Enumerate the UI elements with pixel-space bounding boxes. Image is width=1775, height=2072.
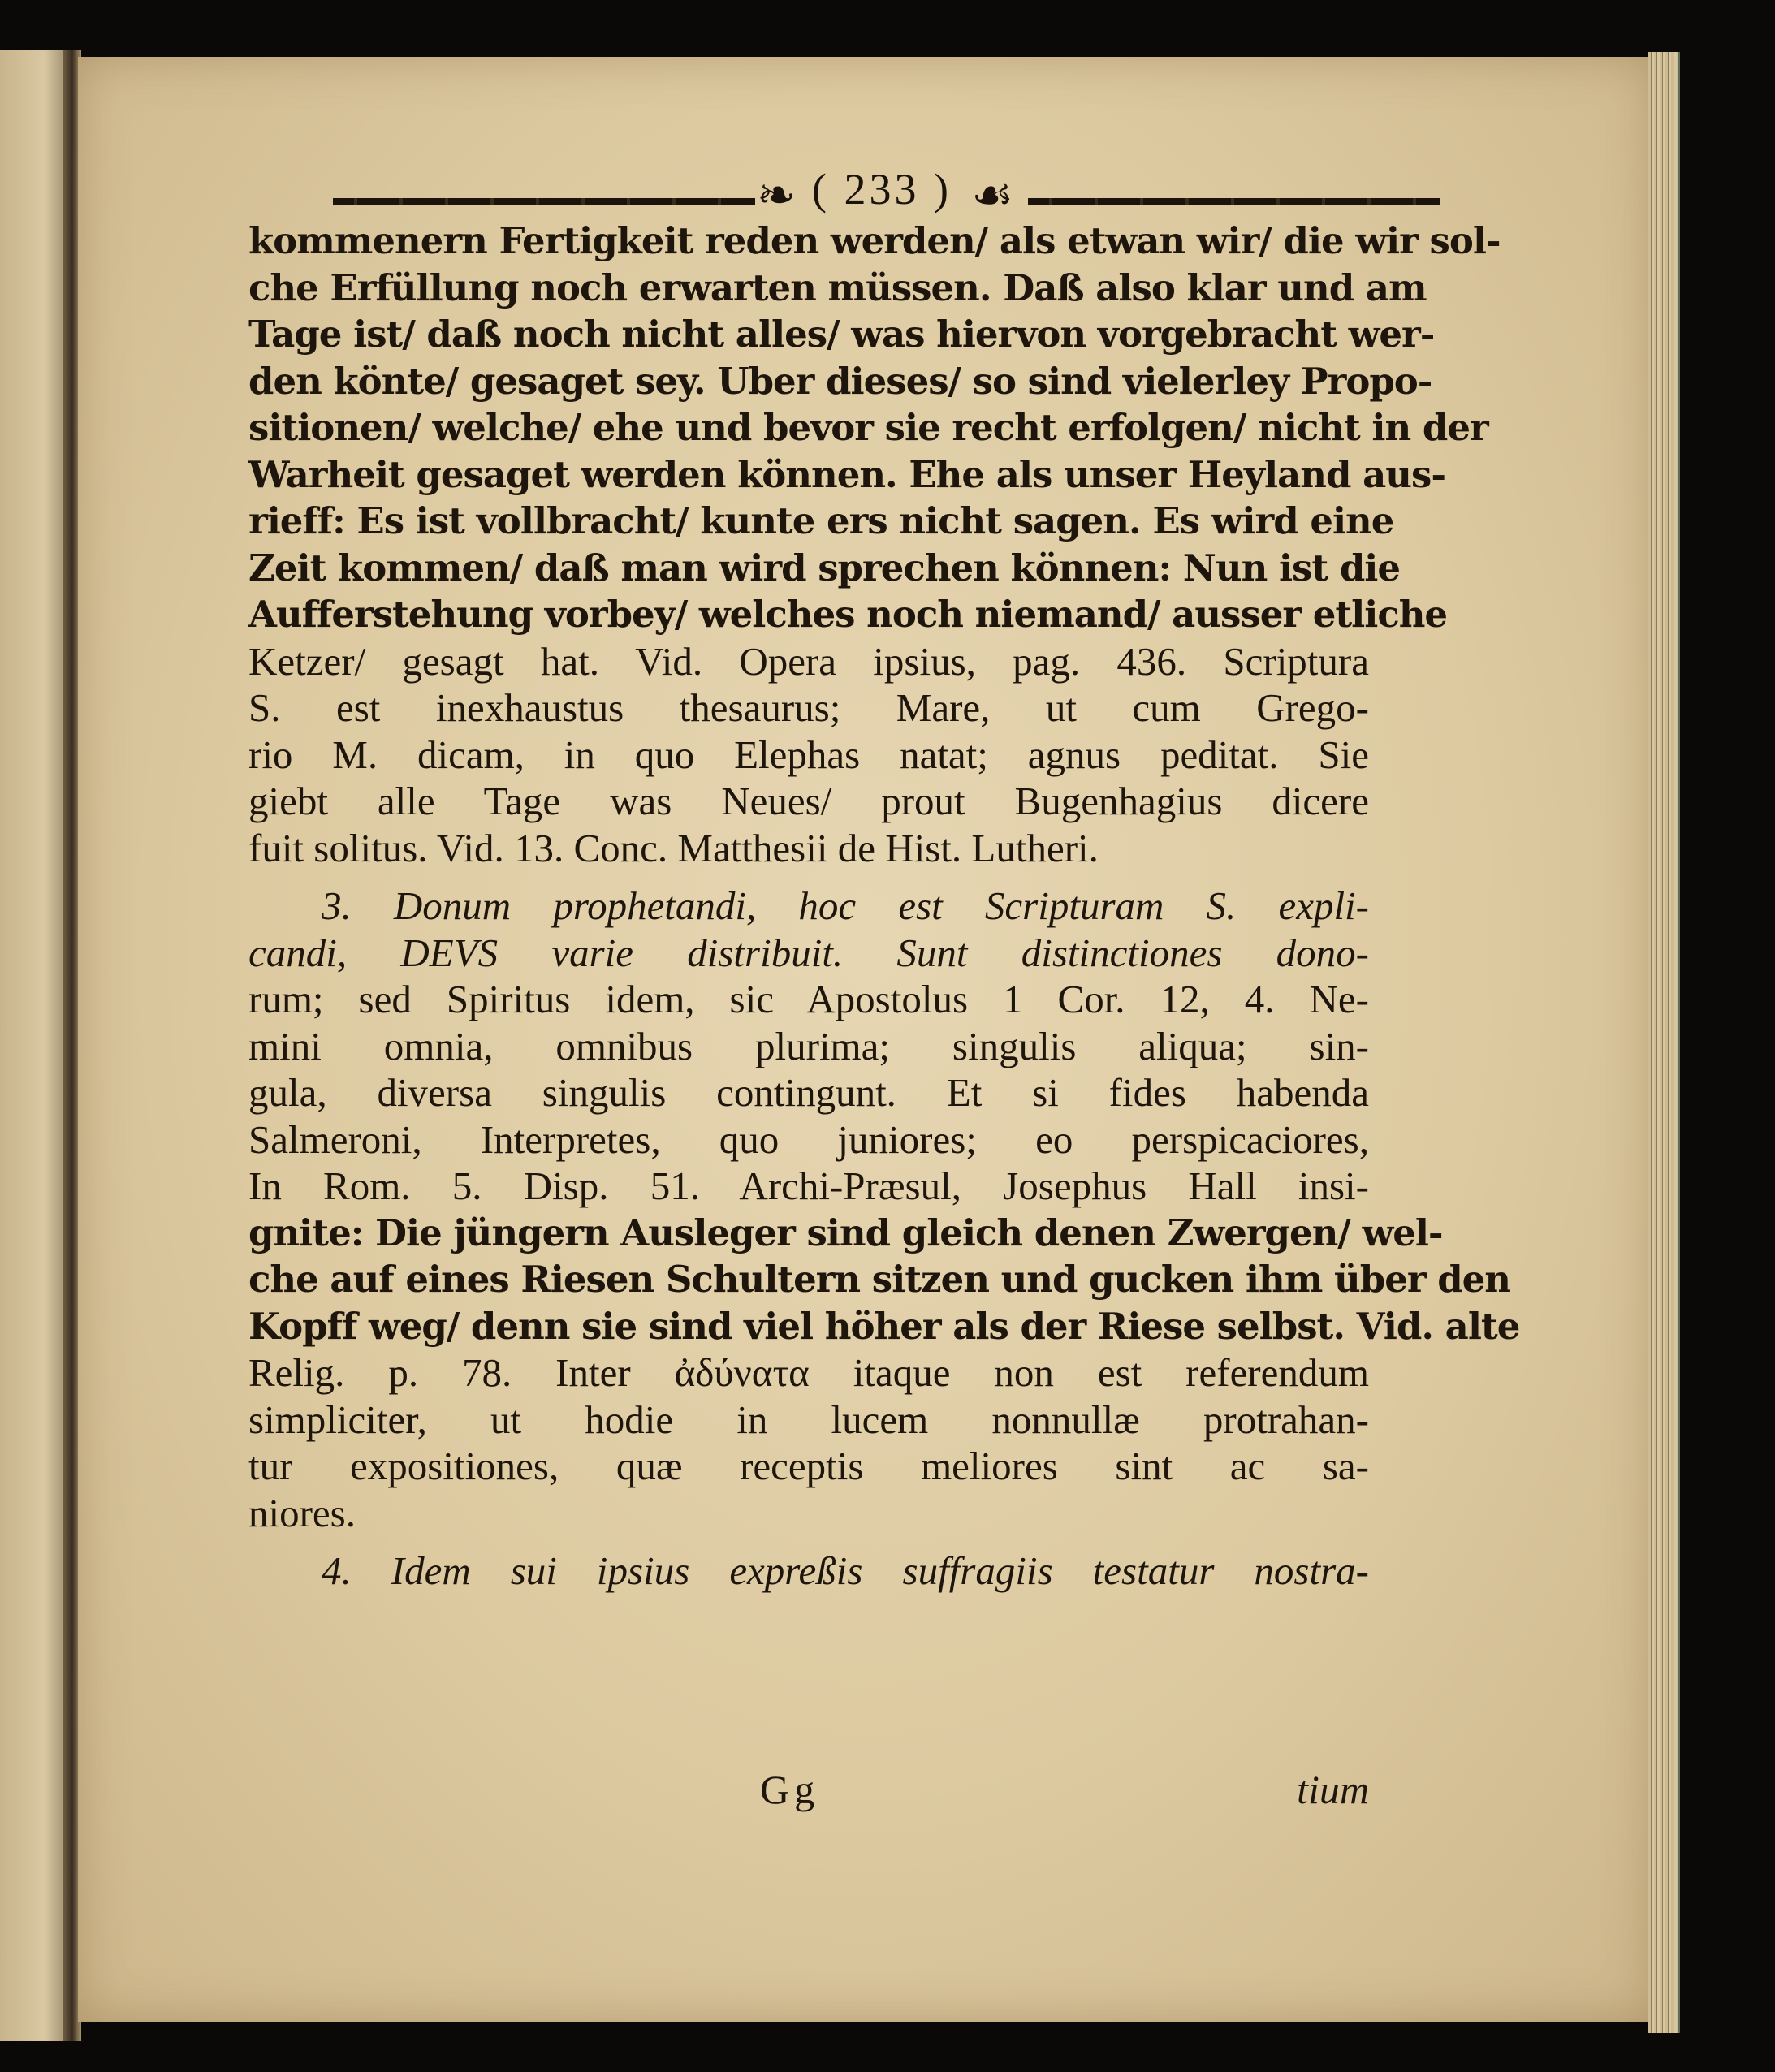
text-line: Relig. p. 78. Inter ἀδύνατα itaque non est referendum [248,1350,1369,1395]
text-line: gula, diversa singulis contingunt. Et si fides habenda [248,1070,1369,1115]
text-line: Aufferstehung vorbey/ welches noch niemand/ ausser etliche [248,593,1448,636]
catchword: tium [1297,1767,1369,1812]
text-line: mini omnia, omnibus plurima; singulis aliqua; sin- [248,1023,1369,1068]
text-line: Zeit kommen/ daß man wird sprechen können: Nun ist die [248,546,1401,589]
text-line: 4. Idem sui ipsius expreßis suffragiis testatur nostra- [322,1548,1369,1593]
text-line: Kopff weg/ denn sie sind viel höher als der Riese selbst. Vid. alte [248,1304,1520,1348]
header-rule-right [1028,198,1440,205]
text-line: giebt alle Tage was Neues/ prout Bugenhagius dicere [248,779,1369,823]
body-text [248,218,1520,1595]
text-line: Ketzer/ gesagt hat. Vid. Opera ipsius, pag. 436. Scriptura [248,638,1369,684]
fleuron-left-icon: ❧ [757,167,797,222]
paragraph-gap [248,1536,1369,1548]
text-line: rieff: Es ist vollbracht/ kunte ers nicht sagen. Es wird eine [248,499,1394,542]
text-line: den könte/ gesaget sey. Uber dieses/ so sind vielerley Propo- [248,359,1432,403]
signature-mark: Gg [760,1767,820,1812]
text-line: In Rom. 5. Disp. 51. Archi-Præsul, Josephus Hall insi- [248,1163,1369,1208]
text-line: Tage ist/ daß noch nicht alles/ was hiervon vorgebracht wer- [248,313,1435,356]
text-line: che auf eines Riesen Schultern sitzen und gucken ihm über den [248,1258,1511,1301]
text-line: rio M. dicam, in quo Elephas natat; agnus peditat. Sie [248,732,1369,777]
text-line: che Erfüllung noch erwarten müssen. Daß also klar und am [248,265,1427,309]
paragraph-gap [248,871,1369,883]
text-line: tur expositiones, quæ receptis meliores sint ac sa- [248,1444,1369,1488]
text-line: gnite: Die jüngern Ausleger sind gleich denen Zwergen/ wel- [248,1211,1443,1254]
text-line: S. est inexhaustus thesaurus; Mare, ut cum Grego- [248,685,1369,730]
page-header [78,114,1653,222]
text-line: rum; sed Spiritus idem, sic Apostolus 1 Cor. 12, 4. Ne- [248,977,1369,1021]
text-line: fuit solitus. Vid. 13. Conc. Matthesii de Hist. Lutheri. [248,825,1099,870]
text-line: Salmeroni, Interpretes, quo juniores; eo perspicaciores, [248,1116,1369,1162]
text-line: candi, DEVS varie distribuit. Sunt distinctiones dono- [248,930,1369,975]
page-fore-edge [1648,52,1680,2033]
fleuron-right-icon: ☙ [971,167,1013,222]
page-number: ( 233 ) [812,165,952,214]
text-line: Warheit gesaget werden können. Ehe als unser Heyland aus- [248,452,1446,496]
text-line: simpliciter, ut hodie in lucem nonnullæ protrahan- [248,1396,1369,1442]
page-footer [248,1765,1369,1814]
text-line: 3. Donum prophetandi, hoc est Scripturam S. expli- [322,883,1369,928]
text-line: sitionen/ welche/ ehe und bevor sie recht erfolgen/ nicht in der [248,406,1488,449]
text-line: kommenern Fertigkeit reden werden/ als etwan wir/ die wir sol- [248,219,1501,262]
header-rule-left [333,198,755,205]
text-line: niores. [248,1490,356,1535]
